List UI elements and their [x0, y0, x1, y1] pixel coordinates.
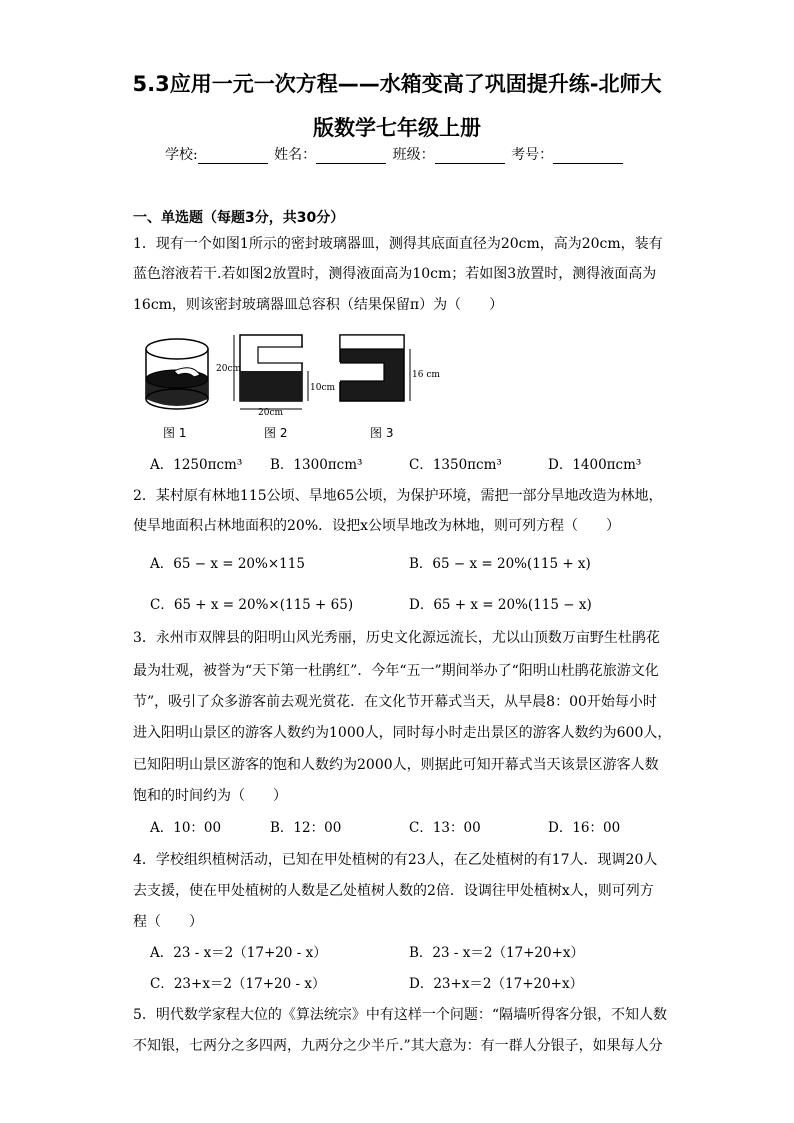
q4-line-3: 程（ ）	[133, 914, 203, 930]
q3-line-5: 已知阳明山景区游客的饱和人数约为2000人，则据此可知开幕式当天该景区游客人数	[133, 757, 659, 773]
q4-option-a[interactable]: A．23 - x＝2（17+20 - x）	[150, 945, 327, 961]
q3-line-3: 节”，吸引了众多游客前去观光赏花．在文化节开幕式当天，从早晨8：00开始每小时	[133, 694, 657, 710]
q2-option-c[interactable]: C．65 + x = 20%×(115 + 65)	[150, 597, 354, 613]
q2-option-a[interactable]: A．65 − x = 20%×115	[150, 556, 305, 572]
q4-option-b[interactable]: B．23 - x＝2（17+20+x）	[409, 945, 585, 961]
q2-option-b[interactable]: B．65 − x = 20%(115 + x)	[409, 556, 591, 572]
figure-3-shape	[334, 335, 440, 401]
figure-1-caption: 图 1	[163, 426, 187, 440]
q3-line-4: 进入阳明山景区的游客人数约为1000人，同时每小时走出景区的游客人数约为600人，	[133, 725, 672, 741]
q1-line-3: 16cm，则该密封玻璃器皿总容积（结果保留π）为（ ）	[133, 297, 504, 313]
figure-2-caption: 图 2	[264, 426, 288, 440]
q3-line-1: 3．永州市双牌县的阳明山风光秀丽，历史文化源远流长，尤以山顶数万亩野生杜鹃花	[133, 630, 660, 646]
q4-option-c[interactable]: C．23+x＝2（17+20 - x）	[150, 976, 326, 992]
q1-line-2: 蓝色溶液若干.若如图2放置时，测得液面高为10cm；若如图3放置时，测得液面高为	[133, 266, 657, 282]
class-label: 班级：	[392, 147, 435, 163]
figure-2-shape	[216, 335, 335, 418]
student-info	[165, 144, 625, 164]
q1-option-a[interactable]: A．1250πcm³	[150, 457, 243, 473]
section-heading: 一、单选题（每题3分，共30分）	[133, 210, 345, 226]
fig2-height-20: 20cm	[216, 364, 242, 374]
q4-option-d[interactable]: D．23+x＝2（17+20+x）	[409, 976, 584, 992]
q1-line-1: 1．现有一个如图1所示的密封玻璃器皿，测得其底面直径为20cm，高为20cm，装有	[133, 236, 663, 252]
q2-line-1: 2．某村原有林地115公顷、旱地65公顷，为保护环境，需把一部分旱地改造为林地，	[133, 488, 663, 504]
school-label: 学校:	[165, 147, 198, 163]
q1-option-d[interactable]: D．1400πcm³	[548, 457, 642, 473]
q2-option-d[interactable]: D．65 + x = 20%(115 − x)	[409, 597, 592, 613]
q3-line-6: 饱和的时间约为（ ）	[133, 788, 287, 804]
q3-option-c[interactable]: C．13：00	[409, 820, 481, 836]
q2-line-2: 使旱地面积占林地面积的20%．设把x公顷旱地改为林地，则可列方程（ ）	[133, 518, 621, 534]
q3-line-2: 最为壮观，被誉为“天下第一杜鹃红”．今年“五一”期间举办了“阳明山杜鹃花旅游文化	[133, 663, 659, 679]
q5-line-2: 不知银，七两分之多四两，九两分之少半斤.”其大意为：有一群人分银子，如果每人分	[133, 1038, 663, 1054]
q3-option-a[interactable]: A．10：00	[150, 820, 222, 836]
title-line-1: 5.3应用一元一次方程——水箱变高了巩固提升练-北师大	[132, 72, 662, 96]
figure-3-caption: 图 3	[370, 426, 394, 440]
q3-option-d[interactable]: D．16：00	[548, 820, 621, 836]
q1-option-b[interactable]: B．1300πcm³	[270, 457, 363, 473]
q1-option-c[interactable]: C．1350πcm³	[409, 457, 502, 473]
fig2-width-20: 20cm	[258, 408, 284, 418]
fig3-height-16: 16 cm	[412, 370, 440, 380]
q1-figures	[140, 327, 450, 439]
number-label: 考号：	[511, 147, 554, 163]
q4-line-1: 4．学校组织植树活动，已知在甲处植树的有23人，在乙处植树的有17人．现调20人	[133, 852, 658, 868]
q3-option-b[interactable]: B．12：00	[270, 820, 342, 836]
name-field[interactable]	[316, 149, 386, 164]
name-label: 姓名：	[274, 147, 317, 163]
number-field[interactable]	[553, 149, 623, 164]
q5-line-1: 5．明代数学家程大位的《算法统宗》中有这样一个问题：“隔墙听得客分银，不知人数	[133, 1007, 668, 1023]
school-field[interactable]	[198, 149, 268, 164]
title-line-2: 版数学七年级上册	[313, 116, 481, 140]
fig2-height-10: 10cm	[310, 383, 336, 393]
q1-figure-drawing	[140, 327, 450, 439]
figure-1-cylinder	[146, 339, 208, 409]
q4-line-2: 去支援，使在甲处植树的人数是乙处植树人数的2倍．设调往甲处植树x人，则可列方	[133, 883, 654, 899]
class-field[interactable]	[435, 149, 505, 164]
